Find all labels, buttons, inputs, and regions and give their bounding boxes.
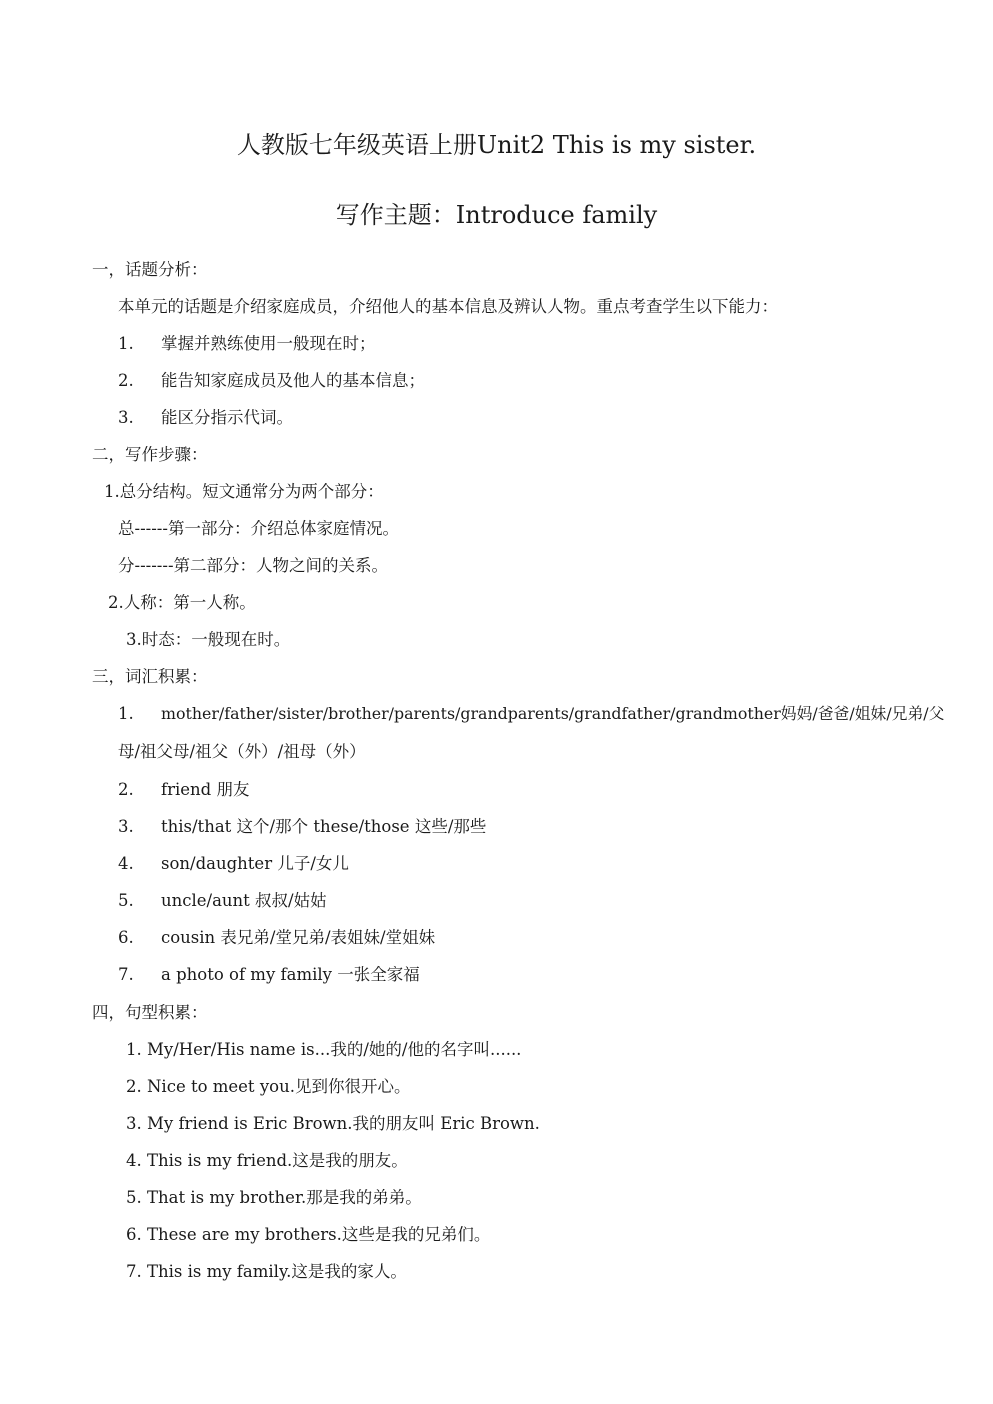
section3-item-text: uncle/aunt 叔叔/姑姑 [161, 891, 327, 910]
section4-heading: 四，句型积累： [92, 1003, 208, 1022]
sentence-pattern-item: 5. That is my brother.那是我的弟弟。 [126, 1188, 422, 1207]
vocab-char: 妈 [780, 704, 797, 723]
sentence-pattern-item: 1. My/Her/His name is...我的/她的/他的名字叫...... [126, 1040, 522, 1059]
document-title: 人教版七年级英语上册Unit2 This is my sister. [236, 131, 757, 159]
section2-heading: 二，写作步骤： [92, 445, 208, 464]
vocab-char: 爸 [833, 704, 850, 723]
section1-item-text: 掌握并熟练使用一般现在时； [161, 334, 376, 353]
vocab-char: 父 [928, 704, 945, 723]
vocab-char: 姐 [854, 704, 871, 723]
section1-item-text: 能告知家庭成员及他人的基本信息； [161, 371, 425, 390]
section1-heading: 一，话题分析： [92, 260, 208, 279]
vocab-char: 妹 [870, 704, 887, 723]
section3-heading: 三，词汇积累： [92, 667, 208, 686]
section3-item-text: friend 朋友 [161, 780, 250, 799]
section1-item-number: 1. [118, 334, 134, 353]
section1-item-number: 2. [118, 371, 134, 390]
vocab-char: / [849, 704, 855, 723]
vocab-english-words: mother/father/sister/brother/parents/grandparents/grandfather/grandmother [161, 704, 781, 723]
section3-item-number: 1. [118, 704, 134, 723]
vocab-char: 爸 [817, 704, 834, 723]
section3-item-number: 4. [118, 854, 134, 873]
section3-item-number: 7. [118, 965, 134, 984]
sentence-pattern-item: 6. These are my brothers.这些是我的兄弟们。 [126, 1225, 491, 1244]
sentence-pattern-item: 3. My friend is Eric Brown.我的朋友叫 Eric Brown. [126, 1114, 540, 1133]
section2-part1: 总------第一部分：介绍总体家庭情况。 [118, 519, 399, 538]
sentence-pattern-item: 2. Nice to meet you.见到你很开心。 [126, 1077, 411, 1096]
section3-item-text: son/daughter 儿子/女儿 [161, 854, 349, 873]
vocab-char: / [923, 704, 929, 723]
section2-step3: 3.时态：一般现在时。 [126, 630, 291, 649]
section1-item-number: 3. [118, 408, 134, 427]
section3-item-number: 5. [118, 891, 134, 910]
vocab-char: 兄 [891, 704, 908, 723]
vocab-char: / [812, 704, 818, 723]
sentence-pattern-item: 4. This is my friend.这是我的朋友。 [126, 1151, 408, 1170]
section2-part2: 分-------第二部分：人物之间的关系。 [118, 556, 389, 575]
section3-item-number: 2. [118, 780, 134, 799]
section3-item1-line2: 母/祖父母/祖父（外）/祖母（外） [118, 742, 366, 761]
section1-intro: 本单元的话题是介绍家庭成员，介绍他人的基本信息及辨认人物。重点考查学生以下能力： [118, 297, 778, 316]
section2-step1: 1.总分结构。短文通常分为两个部分： [104, 482, 384, 501]
section1-item-text: 能区分指示代词。 [161, 408, 293, 427]
vocab-char: 妈 [796, 704, 813, 723]
sentence-pattern-item: 7. This is my family.这是我的家人。 [126, 1262, 407, 1281]
vocab-char: 弟 [907, 704, 924, 723]
document-subtitle: 写作主题：Introduce family [335, 201, 658, 229]
section3-item-number: 3. [118, 817, 134, 836]
vocab-char: / [886, 704, 892, 723]
section3-item-text: this/that 这个/那个 these/those 这些/那些 [161, 817, 487, 836]
section2-step2: 2.人称：第一人称。 [108, 593, 256, 612]
section3-item-text: cousin 表兄弟/堂兄弟/表姐妹/堂姐妹 [161, 928, 436, 947]
section3-item-number: 6. [118, 928, 134, 947]
section3-item1-line1 [161, 702, 945, 726]
section3-item-text: a photo of my family 一张全家福 [161, 965, 420, 984]
